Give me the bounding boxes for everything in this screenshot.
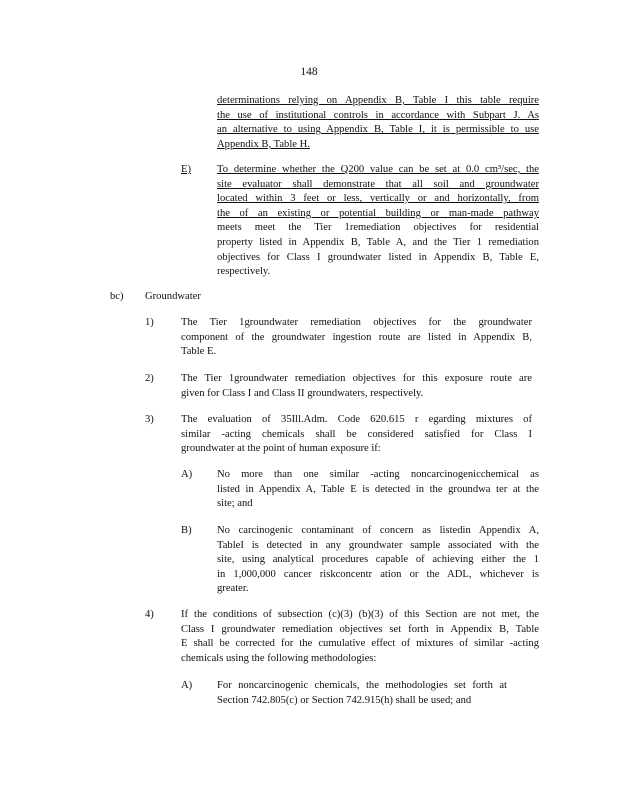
item-4-line: If the conditions of subsection (c)(3) (b)(3) of this Section are not met, the xyxy=(181,609,539,620)
item-3B-line: site, using analytical procedures capable of achieving either the 1 xyxy=(217,554,539,566)
item-E-line: property listed in Appendix B, Table A, and the Tier 1 remediation xyxy=(217,236,539,248)
item-E-text xyxy=(217,163,539,280)
item-3B-text xyxy=(217,524,539,597)
item-4A-line: Section 742.805(c) or Section 742.915(h) shall be used; and xyxy=(217,694,472,706)
section-heading: Groundwater xyxy=(145,291,201,302)
item-label-E: E) xyxy=(181,164,191,175)
paragraph-line: Appendix B, Table H. xyxy=(217,138,310,150)
item-E-line: objectives for Class I groundwater listed in Appendix B, Table E, xyxy=(217,251,539,263)
item-label-1: 1) xyxy=(145,317,154,328)
item-1-line: component of the groundwater ingestion route are listed in Appendix B, xyxy=(181,331,532,343)
item-label-4A: A) xyxy=(181,680,193,691)
item-4A-text xyxy=(217,679,507,708)
item-3A-line: site; and xyxy=(217,498,253,510)
item-label-3A: A) xyxy=(181,469,193,480)
item-4-line: chemicals using the following methodologies: xyxy=(181,652,377,664)
item-4-line: E shall be corrected for the cumulative effect of mixtures of similar -acting xyxy=(181,638,539,650)
item-label-3: 3) xyxy=(145,414,154,425)
item-3-text xyxy=(181,413,532,457)
item-1-line: Table E. xyxy=(181,346,217,358)
item-3A-line: listed in Appendix A, Table E is detected in the groundwa ter at the xyxy=(217,483,539,495)
paragraph-line: an alternative to using Appendix B, Table I, it is permissible to use xyxy=(217,124,539,136)
page-number: 148 xyxy=(300,66,318,78)
item-E-line: site evaluator shall demonstrate that all soil and groundwater xyxy=(217,178,539,190)
item-3B-line: in 1,000,000 cancer riskconcentr ation or the ADL, whichever is xyxy=(217,568,539,580)
item-3B-line: greater. xyxy=(217,583,249,595)
item-E-line: respectively. xyxy=(217,266,271,278)
item-2-line: The Tier 1groundwater remediation objectives for this exposure route are xyxy=(181,373,532,384)
item-3A-text xyxy=(217,468,539,512)
item-E-line: the of an existing or potential building or man-made pathway xyxy=(217,207,539,219)
item-4-line: Class I groundwater remediation objectives set forth in Appendix B, Table xyxy=(181,623,539,635)
item-E-line: meets meet the Tier 1remediation objectives for residential xyxy=(217,222,539,234)
paragraph-line: determinations relying on Appendix B, Table I this table require xyxy=(217,95,539,106)
item-3B-line: No carcinogenic contaminant of concern as listedin Appendix A, xyxy=(217,525,539,536)
item-4A-line: For noncarcinogenic chemicals, the methodologies set forth at xyxy=(217,680,507,691)
item-3A-line: No more than one similar -acting noncarcinogenicchemical as xyxy=(217,469,539,480)
item-label-3B: B) xyxy=(181,525,192,536)
section-label-bc: bc) xyxy=(110,291,124,302)
top-paragraph xyxy=(217,94,539,152)
paragraph-line: the use of institutional controls in accordance with Subpart J. As xyxy=(217,109,539,121)
item-2-line: given for Class I and Class II groundwaters, respectively. xyxy=(181,387,424,399)
item-label-4: 4) xyxy=(145,609,154,620)
item-3-line: similar -acting chemicals shall be considered satisfied for Class I xyxy=(181,428,532,440)
item-4-text xyxy=(181,608,539,666)
item-E-line: located within 3 feet or less, vertically or and horizontally, from xyxy=(217,193,539,205)
item-1-line: The Tier 1groundwater remediation objectives for the groundwater xyxy=(181,317,532,328)
item-3B-line: TableI is detected in any groundwater sample associated with the xyxy=(217,539,539,551)
item-3-line: groundwater at the point of human exposure if: xyxy=(181,443,381,455)
item-label-2: 2) xyxy=(145,373,154,384)
item-3-line: The evaluation of 35Ill.Adm. Code 620.615 r egarding mixtures of xyxy=(181,414,532,425)
item-1-text xyxy=(181,316,532,360)
item-2-text xyxy=(181,372,532,401)
item-E-line: To determine whether the Q200 value can be set at 0.0 cm³/sec, the xyxy=(217,164,539,175)
